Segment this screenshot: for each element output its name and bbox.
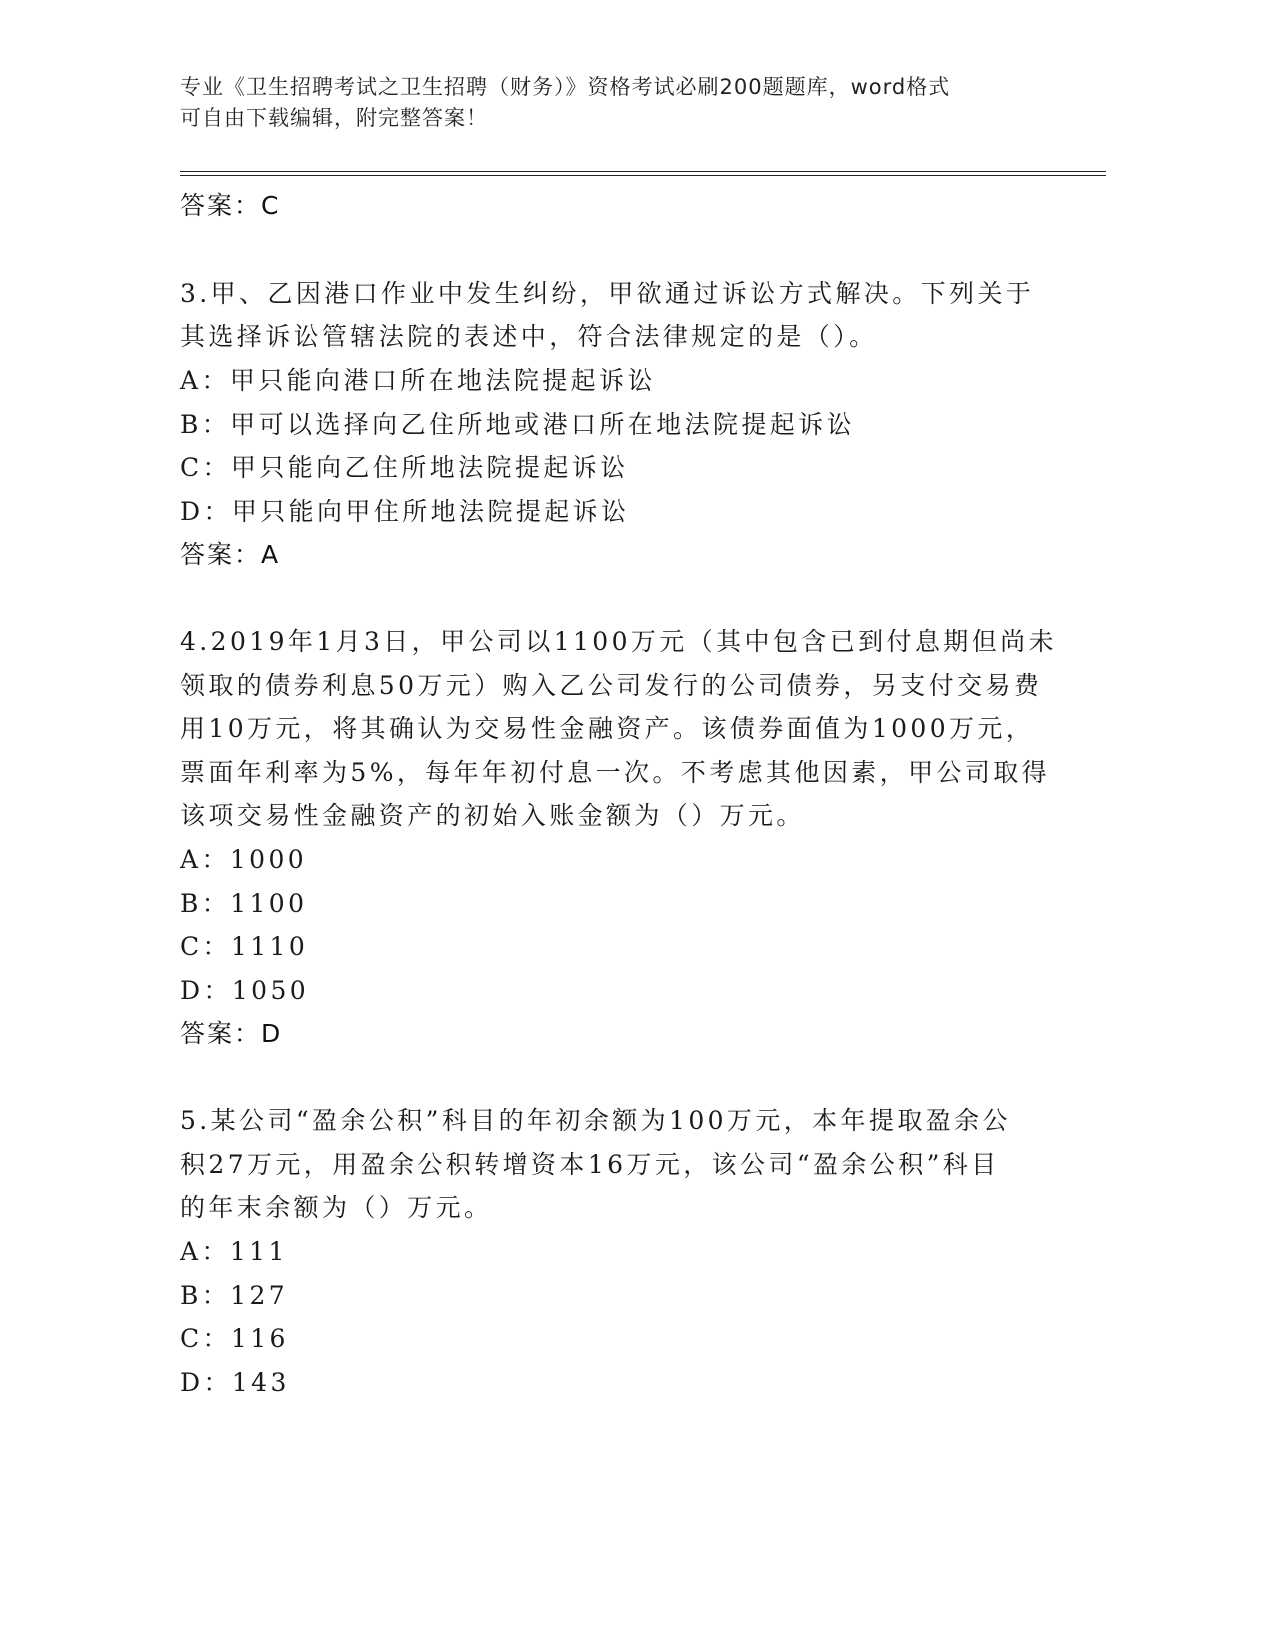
q4-stem-line-4: 票面年利率为5%，每年年初付息一次。不考虑其他因素，甲公司取得 (180, 758, 1051, 787)
q5-option-b: B：127 (180, 1281, 289, 1310)
q3-option-c: C：甲只能向乙住所地法院提起诉讼 (180, 453, 629, 482)
q4-option-a: A：1000 (180, 845, 308, 874)
q5-stem-line-3: 的年末余额为（）万元。 (180, 1193, 493, 1222)
q5-option-a: A：111 (180, 1237, 288, 1266)
q4-answer: 答案：D (180, 1019, 283, 1048)
header-rule-bottom (180, 175, 1106, 176)
header-rule-top (180, 171, 1106, 172)
header-line-2: 可自由下载编辑，附完整答案！ (180, 106, 488, 130)
q3-stem-line-2: 其选择诉讼管辖法院的表述中，符合法律规定的是（）。 (180, 322, 878, 351)
q5-stem-line-1: 5.某公司“盈余公积”科目的年初余额为100万元，本年提取盈余公 (180, 1106, 1011, 1135)
q4-stem-line-2: 领取的债券利息50万元）购入乙公司发行的公司债券，另支付交易费 (180, 671, 1043, 700)
q4-stem-line-3: 用10万元，将其确认为交易性金融资产。该债券面值为1000万元， (180, 714, 1035, 743)
q4-option-b: B：1100 (180, 889, 308, 918)
previous-answer: 答案：C (180, 191, 281, 220)
q4-stem-line-1: 4.2019年1月3日，甲公司以1100万元（其中包含已到付息期但尚未 (180, 627, 1057, 656)
header-line-1: 专业《卫生招聘考试之卫生招聘（财务）》资格考试必刷200题题库，word格式 (180, 75, 951, 99)
document-header (180, 72, 1040, 134)
q5-option-c: C：116 (180, 1324, 289, 1353)
q3-stem-line-1: 3.甲、乙因港口作业中发生纠纷，甲欲通过诉讼方式解决。下列关于 (180, 279, 1035, 308)
q3-answer: 答案：A (180, 540, 281, 569)
q4-stem-line-5: 该项交易性金融资产的初始入账金额为（）万元。 (180, 801, 805, 830)
q4-option-c: C：1110 (180, 932, 309, 961)
q3-option-a: A：甲只能向港口所在地法院提起诉讼 (180, 366, 656, 395)
q5-option-d: D：143 (180, 1368, 290, 1397)
q5-stem-line-2: 积27万元，用盈余公积转增资本16万元，该公司“盈余公积”科目 (180, 1150, 1000, 1179)
q4-option-d: D：1050 (180, 976, 310, 1005)
q3-option-b: B：甲可以选择向乙住所地或港口所在地法院提起诉讼 (180, 410, 855, 439)
q3-option-d: D：甲只能向甲住所地法院提起诉讼 (180, 497, 630, 526)
